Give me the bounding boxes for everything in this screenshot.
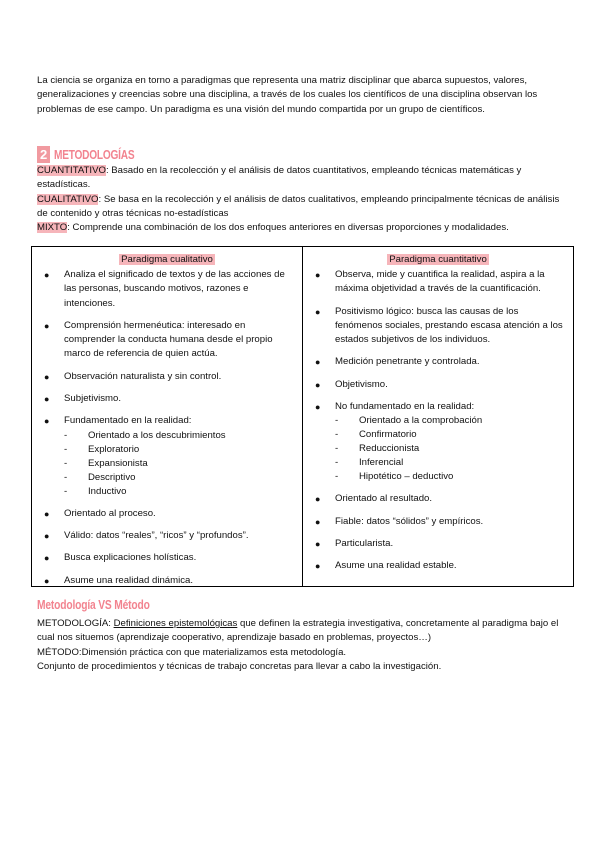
section-number: 2 — [37, 146, 50, 163]
definition-mixto-text: : Comprende una combinación de los dos enfoques anteriores en diversas proporciones y modalidades. — [67, 222, 509, 234]
metodo-definition: MÉTODO:Dimensión práctica con que materializamos esta metodología. — [37, 646, 347, 658]
metodologia-definition: METODOLOGÍA: Definiciones epistemológicas que definen la estrategia investigativa, concretamente al paradigma bajo el cual nos situemos (aprendizaje cooperativo, aprendizaje basado en problemas, proyectos…) — [37, 618, 559, 644]
list-item: ● Particularista. — [311, 537, 565, 551]
bullet-icon: ● — [315, 561, 321, 572]
definition-mixto — [37, 221, 567, 235]
sublist-item: - Reduccionista — [335, 443, 420, 455]
list-item: ● Fundamentado en la realidad: - Orientado a los descubrimientos - Exploratorio - Expansionista - Descriptivo - Inductivo — [40, 414, 294, 498]
list-item: ● Observa, mide y cuantifica la realidad, aspira a la máxima objetividad a través de la cuantificación. — [315, 269, 545, 295]
term-cuantitativo: CUANTITATIVO — [37, 165, 106, 176]
sublist-item: - Expansionista — [64, 457, 148, 469]
bullet-icon: ● — [315, 379, 321, 390]
sublist-item: - Orientado a la comprobación — [335, 415, 483, 427]
list-item: ● Asume una realidad dinámica. — [40, 574, 294, 588]
bullet-icon: ● — [315, 306, 321, 317]
column-cuantitativo — [303, 247, 573, 586]
metodologia-vs-metodo-block — [37, 617, 567, 674]
column-cualitativo — [32, 247, 303, 586]
bullet-icon: ● — [44, 394, 50, 405]
list-item: ● No fundamentado en la realidad: - Orientado a la comprobación - Confirmatorio - Reduccionista - Inferencial - Hipotético – deductivo — [311, 400, 565, 484]
bullet-icon: ● — [44, 530, 50, 541]
sublist-item: - Confirmatorio — [335, 429, 417, 441]
term-mixto: MIXTO — [37, 222, 68, 234]
list-item: ● Orientado al proceso. — [40, 507, 294, 521]
bullet-icon: ● — [315, 494, 321, 505]
list-item: ● Busca explicaciones holísticas. — [40, 551, 294, 565]
paradigm-comparison-table — [31, 246, 574, 587]
list-item: ● Orientado al resultado. — [311, 492, 565, 506]
list-item: ● Asume una realidad estable. — [311, 559, 565, 573]
list-cuantitativo — [311, 268, 565, 574]
definition-cualitativo-text: : Se basa en la recolección y el análisis de datos cualitativos, empleando principalmente técnicas de análisis de contenido y otras técnicas no-estadísticas — [37, 193, 560, 219]
sublist-item: - Exploratorio — [64, 443, 140, 455]
bullet-icon: ● — [44, 270, 50, 280]
term-cualitativo: CUALITATIVO — [37, 193, 99, 205]
definitions-block — [37, 164, 567, 235]
list-cualitativo — [40, 268, 294, 588]
bullet-icon: ● — [315, 516, 321, 527]
definition-cuantitativo-text: : Basado en la recolección y el análisis de datos cuantitativos, empleando técnicas matemáticas y estadísticas. — [37, 165, 522, 191]
list-item: ● Subjetivismo. — [40, 392, 294, 406]
list-item: ● Válido: datos “reales”, “ricos” y “profundos”. — [40, 529, 294, 543]
definition-cualitativo — [37, 193, 567, 222]
list-item: ● Objetivismo. — [311, 378, 565, 392]
sublist-item: - Orientado a los descubrimientos — [64, 429, 226, 441]
sublist-item: - Inferencial — [335, 457, 404, 469]
bullet-icon: ● — [315, 402, 321, 413]
column-header-cuantitativo: Paradigma cuantitativo — [389, 254, 487, 265]
list-item: ● Comprensión hermenéutica: interesado en comprender la conducta humana desde el propio marco de referencia de quien actúa. — [44, 319, 273, 360]
list-item: ● Positivismo lógico: busca las causas de los fenómenos sociales, prestando escasa atención a los estados subjetivos de los individuos. — [315, 305, 563, 346]
column-header-cualitativo: Paradigma cualitativo — [121, 254, 213, 265]
list-item: ● Fiable: datos “sólidos” y empíricos. — [311, 515, 565, 529]
sublist-cualitativo — [64, 429, 294, 499]
bullet-icon: ● — [315, 270, 321, 280]
sublist-cuantitativo — [335, 414, 565, 484]
bullet-icon: ● — [44, 416, 50, 427]
bullet-icon: ● — [44, 320, 50, 331]
intro-paragraph: La ciencia se organiza en torno a paradigmas que representa una matriz disciplinar que abarca supuestos, valores, generalizaciones y creencias sobre una disciplina, a través de los cuales los científicos de una disciplina observan los problemas de ese campo. Un paradigma es una visión del mundo compartida por un grupo de científicos. — [37, 75, 538, 115]
sublist-item: - Inductivo — [64, 485, 127, 497]
bullet-icon: ● — [44, 508, 50, 519]
section-title: METODOLOGÍAS — [54, 146, 135, 162]
sublist-item: - Descriptivo — [64, 471, 136, 483]
bullet-icon: ● — [44, 575, 50, 586]
bullet-icon: ● — [315, 357, 321, 368]
bullet-icon: ● — [44, 371, 50, 382]
list-item: ● Analiza el significado de textos y de las acciones de las personas, buscando motivos, razones e intenciones. — [44, 269, 285, 309]
metodologia-vs-metodo-title: Metodología VS Método — [37, 598, 150, 612]
section-heading — [37, 145, 157, 163]
definition-cuantitativo — [37, 164, 567, 193]
bullet-icon: ● — [315, 538, 321, 549]
bullet-icon: ● — [44, 553, 50, 564]
sublist-item: - Hipotético – deductivo — [335, 471, 454, 483]
list-item: ● Medición penetrante y controlada. — [311, 355, 565, 369]
list-item: ● Observación naturalista y sin control. — [40, 370, 294, 384]
conjunto-definition: Conjunto de procedimientos y técnicas de trabajo concretas para llevar a cabo la investigación. — [37, 660, 442, 672]
epistemological-definitions-text: Definiciones epistemológicas — [113, 618, 238, 629]
